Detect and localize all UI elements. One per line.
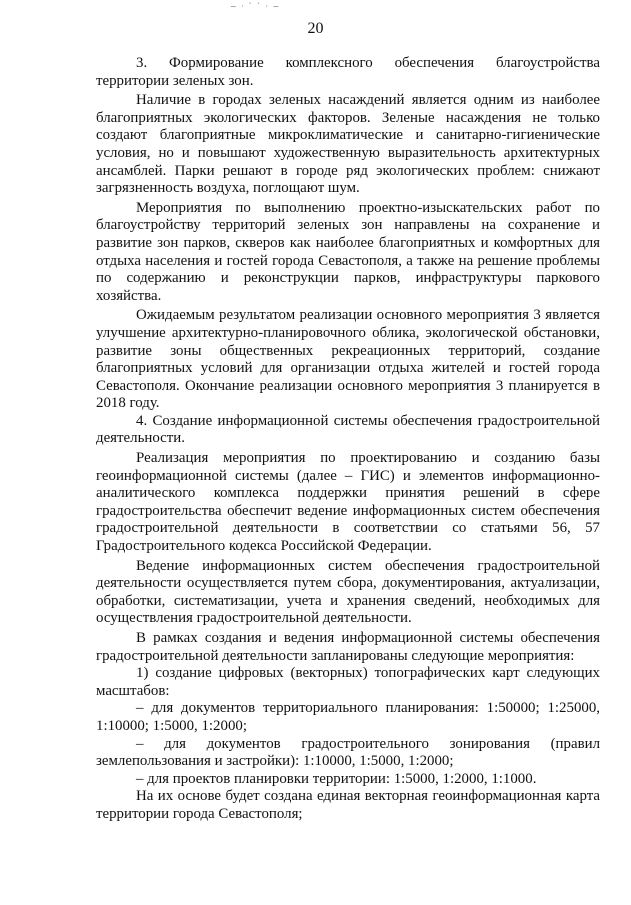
body-paragraph: Наличие в городах зеленых насаждений является одним из наиболее благоприятных экологических факторов. Зеленые насаждения не только создают благоприятные микроклиматические и санитарно-гигиенические условия, но и повышают художественную выразительность архитектурных ансамблей. Парки решают в городе ряд экологических проблем: снижают загрязненность воздуха, поглощают шум. — [96, 92, 600, 197]
page-number: 20 — [307, 20, 324, 37]
body-paragraph: Ожидаемым результатом реализации основного мероприятия 3 является улучшение архитектурно-планировочного облика, экологической обстановки, развитие зоны общественных рекреационных территорий, создание благоприятных условий для организации отдыха жителей и гостей города Севастополя. Окончание реализации основного мероприятия 3 планируется в 2018 году. — [96, 307, 600, 412]
list-item: – для документов градостроительного зонирования (правил землепользования и застройки): 1:10000, 1:5000, 1:2000; — [96, 735, 600, 770]
list-item: 1) создание цифровых (векторных) топографических карт следующих масштабов: — [96, 665, 600, 699]
section-heading-3: 3. Формирование комплексного обеспечения благоустройства территории зеленых зон. — [96, 55, 600, 89]
section-heading-4: 4. Создание информационной системы обеспечения градостроительной деятельности. — [96, 412, 600, 447]
body-paragraph: Мероприятия по выполнению проектно-изыскательских работ по благоустройству территорий зеленых зон направлены на сохранение и развитие зон парков, скверов как наиболее благоприятных и комфортных для отдыха населения и гостей города Севастополя, а также на решение проблемы по содержанию и реконструкции парков, инфраструктуры паркового хозяйства. — [96, 199, 600, 304]
list-item: – для документов территориального планирования: 1:50000; 1:25000, 1:10000; 1:5000, 1:2000; — [96, 700, 600, 734]
document-body — [96, 55, 600, 824]
body-paragraph: На их основе будет создана единая векторная геоинформационная карта территории города Севастополя; — [96, 788, 600, 822]
body-paragraph: Ведение информационных систем обеспечения градостроительной деятельности осуществляется путем сбора, документирования, актуализации, обработки, систематизации, учета и хранения сведений, необходимых для осуществления градостроительной деятельности. — [96, 557, 600, 627]
body-paragraph: В рамках создания и ведения информационной системы обеспечения градостроительной деятельности запланированы следующие мероприятия: — [96, 630, 600, 664]
body-paragraph: Реализация мероприятия по проектированию и созданию базы геоинформационной системы (далее – ГИС) и элементов информационно-аналитического комплекса поддержки принятия решений в сфере градостроительства обеспечит ведение информационных систем обеспечения градостроительной деятельности в соответствии со статьями 56, 57 Градостроительного кодекса Российской Федерации. — [96, 450, 600, 555]
scan-artifact-marks: ~ · ` ` · ~ — [230, 2, 281, 11]
list-item: – для проектов планировки территории: 1:5000, 1:2000, 1:1000. — [136, 770, 537, 787]
